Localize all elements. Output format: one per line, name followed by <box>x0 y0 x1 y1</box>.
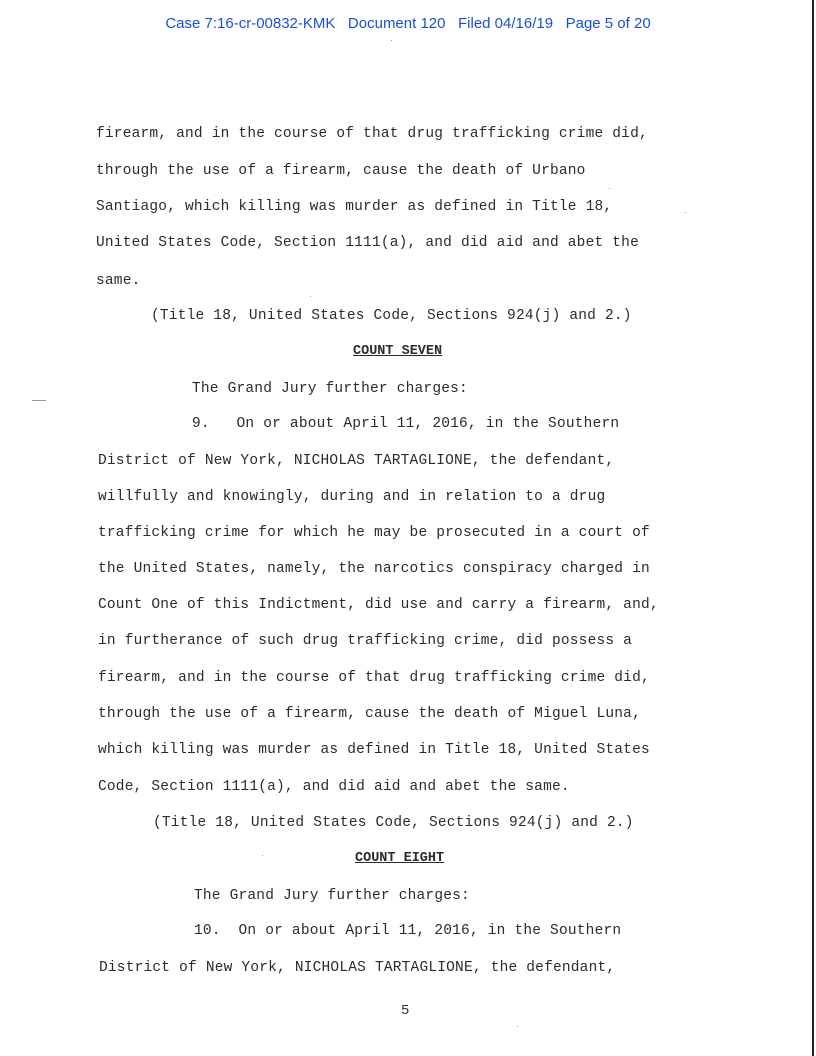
body-line: firearm, and in the course of that drug trafficking crime did, <box>96 126 648 142</box>
scan-speck <box>310 296 311 297</box>
filed-date: Filed 04/16/19 <box>458 15 554 32</box>
scan-speck <box>32 400 46 401</box>
paragraph-line: in furtherance of such drug trafficking crime, did possess a <box>98 633 633 649</box>
count-eight-intro: The Grand Jury further charges: <box>194 888 470 904</box>
paragraph-line: which killing was murder as defined in Title 18, United States <box>98 742 650 758</box>
body-line: Santiago, which killing was murder as defined in Title 18, <box>96 199 613 215</box>
paragraph-line: 9. On or about April 11, 2016, in the Southern <box>192 416 620 432</box>
scan-speck <box>262 855 263 856</box>
paragraph-line: Code, Section 1111(a), and did aid and abet the same. <box>98 779 570 795</box>
citation: (Title 18, United States Code, Sections 924(j) and 2.) <box>151 308 632 324</box>
scan-speck <box>517 1026 518 1027</box>
ecf-header <box>0 15 816 32</box>
count-eight-heading: COUNT EIGHT <box>355 851 445 866</box>
paragraph-line: Count One of this Indictment, did use and carry a firearm, and, <box>98 597 659 613</box>
paragraph-line: District of New York, NICHOLAS TARTAGLIONE, the defendant, <box>98 453 615 469</box>
paragraph-line: through the use of a firearm, cause the death of Miguel Luna, <box>98 706 641 722</box>
scan-speck <box>685 212 686 213</box>
count-seven-heading: COUNT SEVEN <box>353 344 443 359</box>
document-number: Document 120 <box>347 15 446 32</box>
citation: (Title 18, United States Code, Sections 924(j) and 2.) <box>153 815 634 831</box>
paragraph-line: 10. On or about April 11, 2016, in the Southern <box>194 923 622 939</box>
page-indicator: Page 5 of 20 <box>565 15 651 32</box>
scan-speck <box>391 40 392 41</box>
paragraph-line: willfully and knowingly, during and in relation to a drug <box>98 489 606 505</box>
paragraph-line: trafficking crime for which he may be prosecuted in a court of <box>98 525 650 541</box>
case-number: Case 7:16-cr-00832-KMK <box>165 15 336 32</box>
paragraph-line: District of New York, NICHOLAS TARTAGLIONE, the defendant, <box>99 960 616 976</box>
paragraph-line: firearm, and in the course of that drug trafficking crime did, <box>98 670 650 686</box>
count-seven-intro: The Grand Jury further charges: <box>192 381 468 397</box>
body-line: United States Code, Section 1111(a), and did aid and abet the <box>96 235 639 251</box>
page-number: 5 <box>401 1003 410 1019</box>
paragraph-line: the United States, namely, the narcotics conspiracy charged in <box>98 561 650 577</box>
page-edge-line <box>812 0 814 1056</box>
body-line: same. <box>96 273 141 289</box>
scan-speck <box>609 188 610 189</box>
body-line: through the use of a firearm, cause the death of Urbano <box>96 163 586 179</box>
